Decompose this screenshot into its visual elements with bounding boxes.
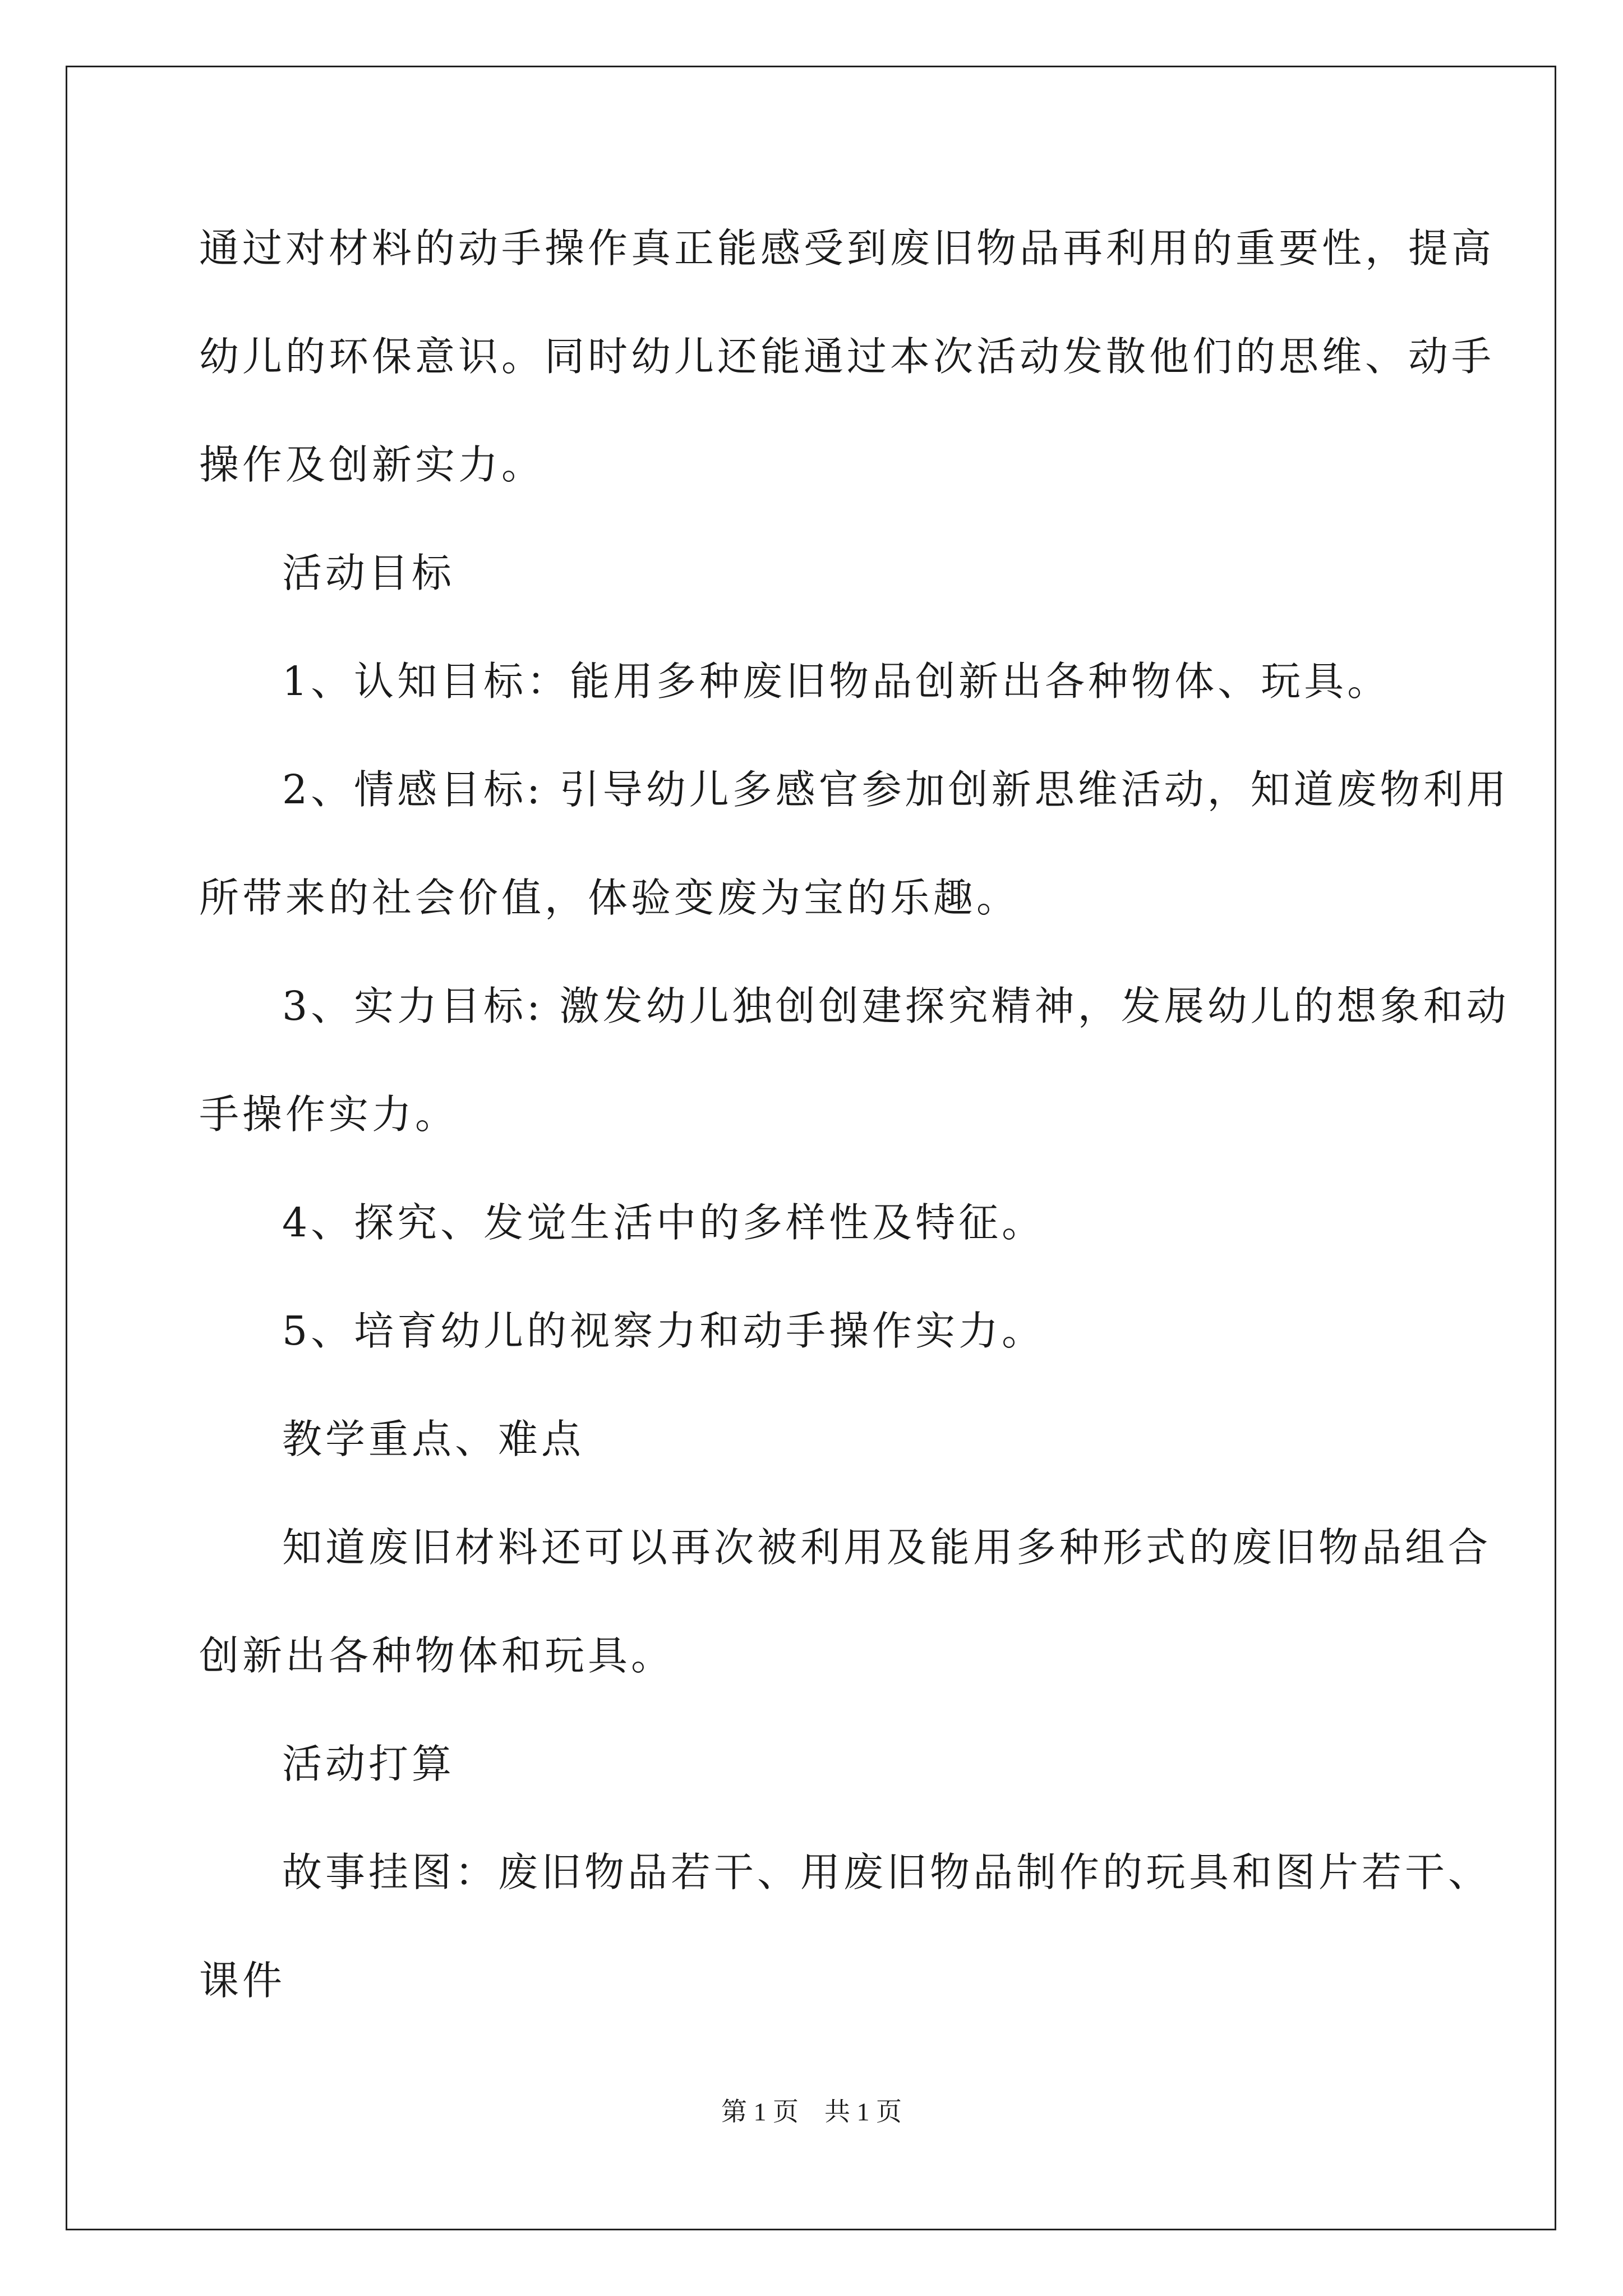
body-text-line: 课件	[199, 1957, 286, 2004]
body-text-line: 知道废旧材料还可以再次被利用及能用多种形式的废旧物品组合	[282, 1524, 1492, 1571]
body-text-line: 手操作实力。	[199, 1091, 459, 1138]
page-border	[66, 66, 1556, 2230]
body-text-line: 操作及创新实力。	[199, 441, 545, 488]
section-heading: 教学重点、难点	[282, 1416, 585, 1462]
list-item: 3、实力目标: 激发幼儿独创创建探究精神，发展幼儿的想象和动	[282, 983, 1510, 1029]
list-item: 1、认知目标：能用多种废旧物品创新出各种物体、玩具。	[282, 658, 1391, 705]
body-text-line: 幼儿的环保意识。同时幼儿还能通过本次活动发散他们的思维、动手	[199, 333, 1495, 380]
body-text-line: 通过对材料的动手操作真正能感受到废旧物品再利用的重要性，提高	[199, 225, 1495, 272]
list-item: 2、情感目标: 引导幼儿多感官参加创新思维活动，知道废物利用	[282, 766, 1510, 813]
section-heading: 活动打算	[282, 1741, 455, 1787]
page-number-footer: 第 1 页 共 1 页	[721, 2097, 902, 2126]
list-item: 5、培育幼儿的视察力和动手操作实力。	[282, 1308, 1045, 1354]
body-text-line: 创新出各种物体和玩具。	[199, 1632, 675, 1679]
body-text-line: 故事挂图：废旧物品若干、用废旧物品制作的玩具和图片若干、	[282, 1849, 1492, 1895]
body-text-line: 所带来的社会价值，体验变废为宝的乐趣。	[199, 875, 1020, 921]
list-item: 4、探究、发觉生活中的多样性及特征。	[282, 1199, 1045, 1246]
section-heading: 活动目标	[282, 550, 455, 596]
